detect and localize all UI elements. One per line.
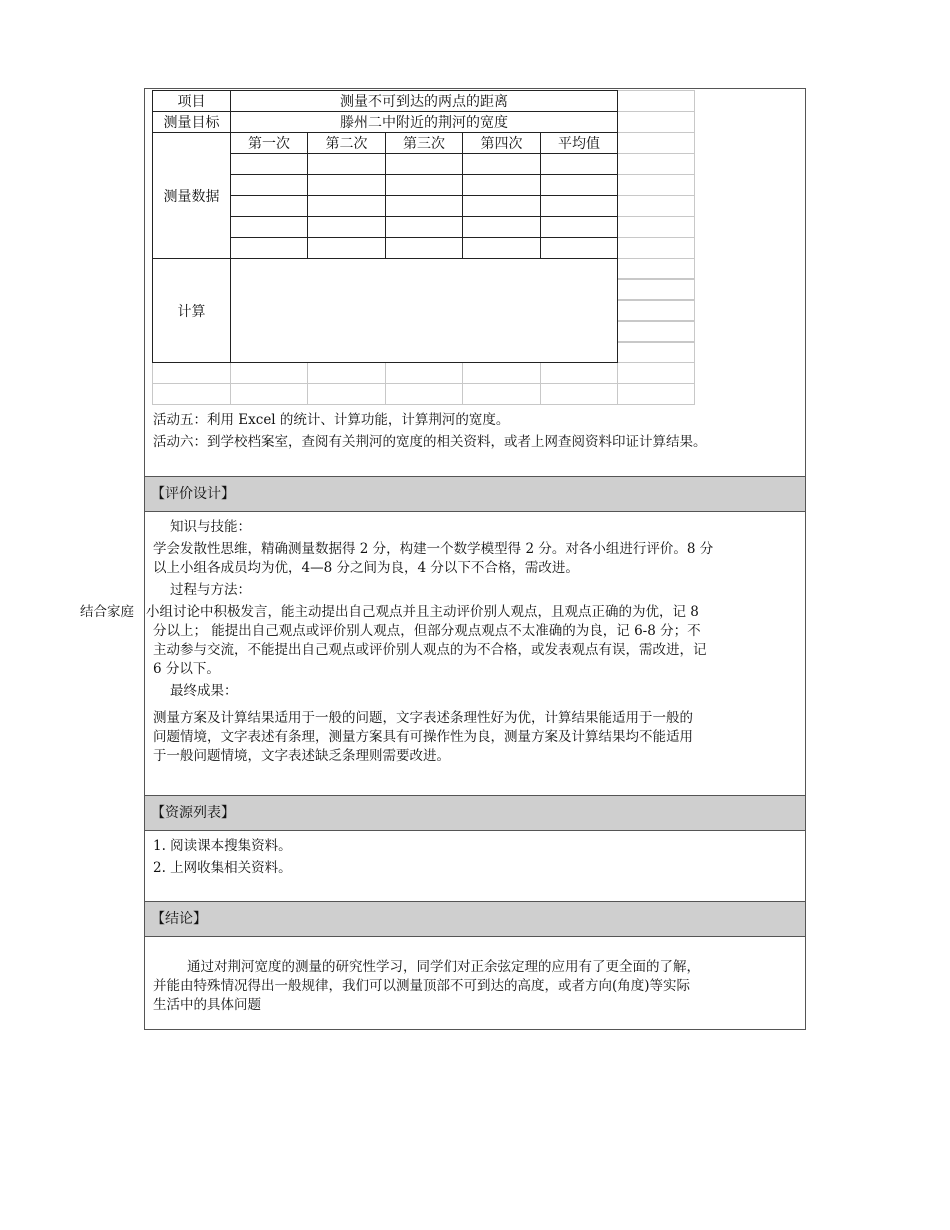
data-cell (386, 217, 463, 238)
resource-item: 1. 阅读课本搜集资料。 (153, 838, 292, 854)
conclusion-line: 并能由特殊情况得出一般规律，我们可以测量顶部不可到达的高度，或者方向(角度)等实际 (153, 978, 691, 994)
data-cell (463, 154, 541, 175)
result-title: 最终成果： (170, 683, 238, 699)
goal-value: 滕州二中附近的荆河的宽度 (231, 112, 618, 133)
blank-cell (463, 363, 541, 384)
blank-cell (618, 238, 695, 259)
data-cell (541, 217, 618, 238)
data-cell (463, 175, 541, 196)
blank-cell (308, 384, 386, 405)
blank-cell (618, 259, 695, 363)
blank-cell (231, 363, 308, 384)
column-header: 第二次 (308, 133, 386, 154)
knowledge-line: 学会发散性思维，精确测量数据得 2 分，构建一个数学模型得 2 分。对各小组进行评价。8 分 (153, 541, 714, 557)
data-cell (231, 217, 308, 238)
data-cell (386, 238, 463, 259)
process-prefix: 结合家庭 (80, 604, 134, 620)
process-title: 过程与方法： (170, 582, 251, 598)
conclusion-header: 【结论】 (145, 902, 805, 936)
blank-cell (618, 217, 695, 238)
data-cell (308, 217, 386, 238)
column-header: 平均值 (541, 133, 618, 154)
blank-cell (618, 196, 695, 217)
data-cell (463, 196, 541, 217)
blank-cell (386, 363, 463, 384)
data-cell (386, 154, 463, 175)
blank-cell (463, 384, 541, 405)
conclusion-line: 通过对荆河宽度的测量的研究性学习，同学们对正余弦定理的应用有了更全面的了解， (187, 959, 700, 975)
calc-label: 计算 (153, 259, 231, 363)
process-line: 主动参与交流，不能提出自己观点或评价别人观点的为不合格，或发表观点有误，需改进，记 (153, 642, 707, 658)
divider (144, 936, 806, 937)
blank-cell (153, 384, 231, 405)
data-cell (541, 175, 618, 196)
data-cell (386, 175, 463, 196)
data-cell (308, 238, 386, 259)
blank-cell (541, 363, 618, 384)
blank-cell (618, 91, 695, 112)
divider (144, 830, 806, 831)
blank-cell (618, 175, 695, 196)
process-line: 分以上； 能提出自己观点或评价别人观点，但部分观点观点不太准确的为良，记 6-8 分；不 (153, 623, 701, 639)
data-cell (463, 217, 541, 238)
item-value: 测量不可到达的两点的距离 (231, 91, 618, 112)
column-header: 第四次 (463, 133, 541, 154)
process-line: 6 分以下。 (153, 661, 220, 677)
evaluation-header: 【评价设计】 (145, 477, 805, 511)
goal-label: 测量目标 (153, 112, 231, 133)
blank-cell (541, 384, 618, 405)
resources-header: 【资源列表】 (145, 796, 805, 830)
item-label: 项目 (153, 91, 231, 112)
data-label: 测量数据 (153, 133, 231, 259)
process-line: 小组讨论中积极发言，能主动提出自己观点并且主动评价别人观点，且观点正确的为优，记 8 (146, 604, 699, 620)
column-header: 第三次 (386, 133, 463, 154)
activity-six: 活动六：到学校档案室，查阅有关荆河的宽度的相关资料，或者上网查阅资料印证计算结果。 (153, 434, 707, 450)
blank-cell (618, 384, 695, 405)
data-cell (231, 196, 308, 217)
divider (144, 511, 806, 512)
conclusion-line: 生活中的具体问题 (153, 997, 261, 1013)
result-line: 测量方案及计算结果适用于一般的问题，文字表述条理性好为优，计算结果能适用于一般的 (153, 710, 693, 726)
gridline (618, 299, 695, 301)
measurement-table (152, 90, 695, 405)
data-cell (231, 154, 308, 175)
activity-five: 活动五：利用 Excel 的统计、计算功能，计算荆河的宽度。 (153, 412, 510, 428)
data-cell (541, 238, 618, 259)
data-cell (308, 196, 386, 217)
data-cell (541, 196, 618, 217)
data-cell (231, 175, 308, 196)
blank-cell (618, 363, 695, 384)
blank-cell (618, 112, 695, 133)
data-cell (308, 154, 386, 175)
data-cell (541, 154, 618, 175)
column-header: 第一次 (231, 133, 308, 154)
data-cell (463, 238, 541, 259)
data-cell (308, 175, 386, 196)
knowledge-line: 以上小组各成员均为优，4—8 分之间为良，4 分以下不合格，需改进。 (153, 560, 579, 576)
blank-cell (618, 154, 695, 175)
gridline (618, 278, 695, 280)
result-line: 问题情境，文字表述有条理，测量方案具有可操作性为良，测量方案及计算结果均不能适用 (153, 729, 693, 745)
blank-cell (386, 384, 463, 405)
blank-cell (308, 363, 386, 384)
blank-cell (618, 133, 695, 154)
gridline (618, 341, 695, 343)
result-line: 于一般问题情境，文字表述缺乏条理则需要改进。 (153, 748, 450, 764)
data-cell (386, 196, 463, 217)
resource-item: 2. 上网收集相关资料。 (153, 860, 292, 876)
data-cell (231, 238, 308, 259)
gridline (618, 320, 695, 322)
knowledge-title: 知识与技能： (170, 519, 251, 535)
blank-cell (231, 384, 308, 405)
blank-cell (153, 363, 231, 384)
calc-area (231, 259, 618, 363)
